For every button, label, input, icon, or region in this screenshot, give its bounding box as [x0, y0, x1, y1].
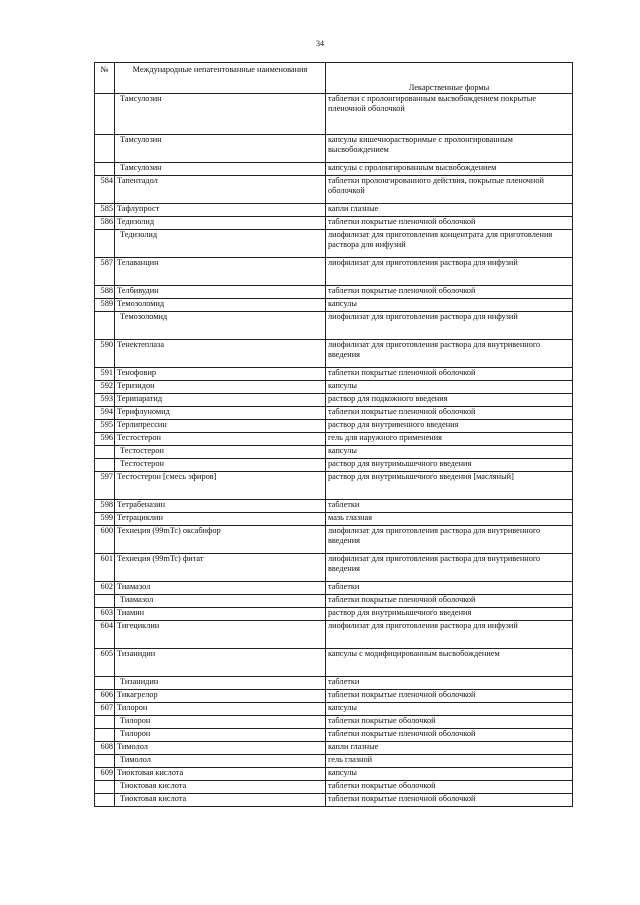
dosage-form: лиофилизат для приготовления раствора для инфузий	[326, 312, 573, 340]
row-number: 607	[95, 703, 115, 716]
drug-name: Тамсулозин	[115, 135, 326, 163]
dosage-form: таблетки покрытые пленочной оболочкой	[326, 595, 573, 608]
table-body	[95, 94, 573, 807]
row-number: 598	[95, 500, 115, 513]
header-number: №	[95, 63, 115, 94]
dosage-form: раствор для внутримышечного введения	[326, 459, 573, 472]
drug-name: Тилорон	[115, 716, 326, 729]
table-row	[95, 204, 573, 217]
table-row	[95, 554, 573, 582]
dosage-form: таблетки с пролонгированным высвобождением покрытые пленочной оболочкой	[326, 94, 573, 135]
dosage-form: таблетки покрытые пленочной оболочкой	[326, 286, 573, 299]
dosage-form: капли глазные	[326, 742, 573, 755]
dosage-form: раствор для внутримышечного введения	[326, 608, 573, 621]
table-row	[95, 649, 573, 677]
row-number: 584	[95, 176, 115, 204]
drug-table	[94, 62, 573, 807]
drug-name: Тапентадол	[115, 176, 326, 204]
table-row	[95, 407, 573, 420]
row-number: 600	[95, 526, 115, 554]
drug-name: Тиоктовая кислота	[115, 768, 326, 781]
row-number	[95, 729, 115, 742]
row-number: 605	[95, 649, 115, 677]
dosage-form: лиофилизат для приготовления концентрата для приготовления раствора для инфузий	[326, 230, 573, 258]
table-row	[95, 768, 573, 781]
dosage-form: капсулы	[326, 768, 573, 781]
dosage-form: таблетки покрытые пленочной оболочкой	[326, 407, 573, 420]
row-number: 601	[95, 554, 115, 582]
drug-name: Телаванцин	[115, 258, 326, 286]
drug-name: Тетрациклин	[115, 513, 326, 526]
row-number: 594	[95, 407, 115, 420]
drug-name: Тестостерон	[115, 433, 326, 446]
page-number: 34	[316, 39, 324, 48]
dosage-form: лиофилизат для приготовления раствора для инфузий	[326, 258, 573, 286]
dosage-form: капли глазные	[326, 204, 573, 217]
drug-name: Терипаратид	[115, 394, 326, 407]
drug-name: Терифлуномид	[115, 407, 326, 420]
table-row	[95, 526, 573, 554]
row-number: 603	[95, 608, 115, 621]
row-number: 592	[95, 381, 115, 394]
row-number: 590	[95, 340, 115, 368]
row-number: 595	[95, 420, 115, 433]
table-row	[95, 217, 573, 230]
table-row	[95, 582, 573, 595]
drug-name: Терлипрессин	[115, 420, 326, 433]
dosage-form: мазь глазная	[326, 513, 573, 526]
table-row	[95, 94, 573, 135]
dosage-form: лиофилизат для приготовления раствора для внутривенного введения	[326, 340, 573, 368]
drug-name: Тизанидин	[115, 677, 326, 690]
dosage-form: гель глазной	[326, 755, 573, 768]
row-number: 604	[95, 621, 115, 649]
table-row	[95, 446, 573, 459]
table-row	[95, 368, 573, 381]
table-row	[95, 433, 573, 446]
row-number: 597	[95, 472, 115, 500]
table-row	[95, 677, 573, 690]
dosage-form: таблетки покрытые пленочной оболочкой	[326, 729, 573, 742]
dosage-form: лиофилизат для приготовления раствора для внутривенного введения	[326, 526, 573, 554]
dosage-form: капсулы	[326, 446, 573, 459]
drug-name: Телбивудин	[115, 286, 326, 299]
table-row	[95, 299, 573, 312]
table-row	[95, 595, 573, 608]
row-number: 591	[95, 368, 115, 381]
table-row	[95, 621, 573, 649]
row-number: 589	[95, 299, 115, 312]
row-number: 602	[95, 582, 115, 595]
dosage-form: капсулы	[326, 703, 573, 716]
dosage-form: таблетки	[326, 677, 573, 690]
row-number: 608	[95, 742, 115, 755]
row-number	[95, 135, 115, 163]
drug-name: Тикагрелор	[115, 690, 326, 703]
row-number: 587	[95, 258, 115, 286]
row-number	[95, 595, 115, 608]
dosage-form: гель для наружного применения	[326, 433, 573, 446]
drug-name: Тетрабеназин	[115, 500, 326, 513]
table-row	[95, 794, 573, 807]
row-number	[95, 781, 115, 794]
drug-name: Тиоктовая кислота	[115, 794, 326, 807]
dosage-form: капсулы	[326, 299, 573, 312]
dosage-form: капсулы	[326, 381, 573, 394]
table-row	[95, 608, 573, 621]
dosage-form: раствор для внутримышечного введения [масляный]	[326, 472, 573, 500]
row-number	[95, 312, 115, 340]
row-number	[95, 446, 115, 459]
dosage-form: раствор для подкожного введения	[326, 394, 573, 407]
header-form: Лекарственные формы	[326, 63, 573, 94]
table-row	[95, 258, 573, 286]
drug-name: Тиоктовая кислота	[115, 781, 326, 794]
dosage-form: раствор для внутривенного введения	[326, 420, 573, 433]
dosage-form: капсулы с пролонгированным высвобождением	[326, 163, 573, 176]
drug-name: Тафлупрост	[115, 204, 326, 217]
table-row	[95, 742, 573, 755]
table-row	[95, 472, 573, 500]
dosage-form: капсулы кишечнорастворимые с пролонгированным высвобождением	[326, 135, 573, 163]
row-number	[95, 755, 115, 768]
table-row	[95, 690, 573, 703]
dosage-form: капсулы с модифицированным высвобождением	[326, 649, 573, 677]
dosage-form: таблетки пролонгированного действия, покрытые пленочной оболочкой	[326, 176, 573, 204]
row-number	[95, 230, 115, 258]
row-number: 593	[95, 394, 115, 407]
drug-name: Тимолол	[115, 742, 326, 755]
row-number	[95, 794, 115, 807]
dosage-form: таблетки покрытые пленочной оболочкой	[326, 368, 573, 381]
table-row	[95, 340, 573, 368]
dosage-form: таблетки	[326, 500, 573, 513]
drug-name: Темозоломид	[115, 312, 326, 340]
drug-name: Тенофовир	[115, 368, 326, 381]
table-row	[95, 286, 573, 299]
drug-name: Тамсулозин	[115, 94, 326, 135]
table-row	[95, 500, 573, 513]
row-number: 588	[95, 286, 115, 299]
dosage-form: таблетки покрытые пленочной оболочкой	[326, 794, 573, 807]
table-row	[95, 716, 573, 729]
dosage-form: таблетки покрытые пленочной оболочкой	[326, 217, 573, 230]
drug-name: Тестостерон [смесь эфиров]	[115, 472, 326, 500]
dosage-form: лиофилизат для приготовления раствора для инфузий	[326, 621, 573, 649]
drug-name: Технеция (99mTc) оксабифор	[115, 526, 326, 554]
drug-name: Теризидон	[115, 381, 326, 394]
table-row	[95, 420, 573, 433]
drug-name: Тимолол	[115, 755, 326, 768]
drug-name: Темозоломид	[115, 299, 326, 312]
table-row	[95, 394, 573, 407]
row-number	[95, 677, 115, 690]
drug-name: Тилорон	[115, 703, 326, 716]
row-number: 606	[95, 690, 115, 703]
drug-name: Тиамин	[115, 608, 326, 621]
table-row	[95, 381, 573, 394]
table-row	[95, 135, 573, 163]
table-row	[95, 312, 573, 340]
drug-name: Тиамазол	[115, 595, 326, 608]
dosage-form: таблетки покрытые оболочкой	[326, 781, 573, 794]
table-row	[95, 703, 573, 716]
table-row	[95, 729, 573, 742]
dosage-form: таблетки покрытые пленочной оболочкой	[326, 690, 573, 703]
row-number	[95, 163, 115, 176]
table-row	[95, 163, 573, 176]
row-number: 585	[95, 204, 115, 217]
drug-name: Тестостерон	[115, 459, 326, 472]
drug-name: Тамсулозин	[115, 163, 326, 176]
row-number: 599	[95, 513, 115, 526]
table-row	[95, 230, 573, 258]
drug-name: Технеция (99mTc) фитат	[115, 554, 326, 582]
dosage-form: таблетки покрытые оболочкой	[326, 716, 573, 729]
drug-name: Тилорон	[115, 729, 326, 742]
drug-name: Тедизолид	[115, 217, 326, 230]
table-header	[95, 63, 573, 94]
row-number	[95, 94, 115, 135]
row-number: 609	[95, 768, 115, 781]
drug-name: Тестостерон	[115, 446, 326, 459]
header-name: Международные непатентованные наименования	[115, 63, 326, 94]
row-number	[95, 716, 115, 729]
table-row	[95, 781, 573, 794]
row-number	[95, 459, 115, 472]
drug-name: Тедизолид	[115, 230, 326, 258]
row-number: 596	[95, 433, 115, 446]
row-number: 586	[95, 217, 115, 230]
dosage-form: лиофилизат для приготовления раствора для внутривенного введения	[326, 554, 573, 582]
table-row	[95, 513, 573, 526]
drug-name: Тигециклин	[115, 621, 326, 649]
dosage-form: таблетки	[326, 582, 573, 595]
drug-name: Тенектеплаза	[115, 340, 326, 368]
table-row	[95, 176, 573, 204]
table-row	[95, 755, 573, 768]
drug-name: Тизанидин	[115, 649, 326, 677]
drug-name: Тиамазол	[115, 582, 326, 595]
table-row	[95, 459, 573, 472]
